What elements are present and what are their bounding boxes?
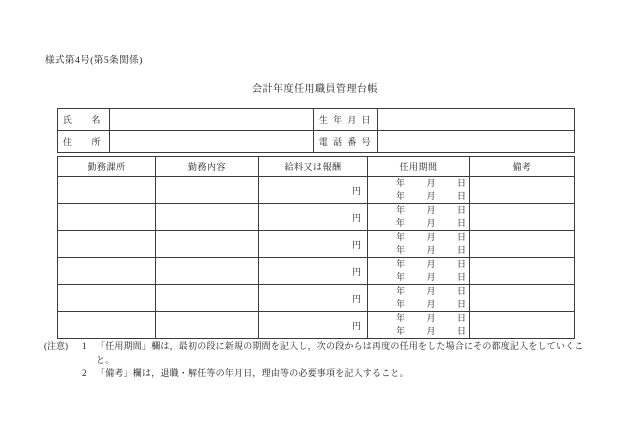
remarks-cell — [470, 312, 575, 339]
period-line-initial — [396, 258, 466, 271]
work-content-cell — [156, 231, 259, 258]
year-label: 年 — [396, 313, 406, 323]
header-remarks: 備考 — [470, 157, 575, 177]
year-label: 年 — [396, 245, 406, 255]
work-section-cell — [58, 312, 156, 339]
year-label: 年 — [396, 232, 406, 242]
header-work-section: 勤務課所 — [58, 157, 156, 177]
month-label: 月 — [426, 286, 436, 296]
yen-unit-label: 円 — [351, 320, 361, 331]
yen-unit-label: 円 — [351, 266, 361, 277]
remarks-cell — [470, 231, 575, 258]
personal-info-table — [57, 108, 575, 153]
day-label: 日 — [456, 205, 466, 215]
year-label: 年 — [396, 218, 406, 228]
note-item-1 — [44, 340, 584, 367]
note-text: 「備考」欄は，退職・解任等の年月日，理由等の必要事項を記入すること。 — [96, 368, 409, 378]
salary-cell — [259, 258, 368, 285]
period-line-renewal — [396, 244, 466, 257]
day-label: 日 — [456, 313, 466, 323]
remarks-cell — [470, 177, 575, 204]
form-number: 様式第4号(第5条関係) — [45, 56, 143, 66]
yen-unit-label: 円 — [351, 239, 361, 250]
ledger-header-row — [58, 157, 575, 177]
header-appointment-period: 任用期間 — [368, 157, 470, 177]
month-label: 月 — [426, 191, 436, 201]
birthdate-label: 生 年 月 日 — [314, 109, 378, 131]
day-label: 日 — [456, 245, 466, 255]
work-content-cell — [156, 177, 259, 204]
appointment-ledger-table — [57, 156, 575, 339]
salary-cell — [259, 204, 368, 231]
yen-unit-label: 円 — [351, 185, 361, 196]
note-caption: (注意) — [44, 341, 68, 351]
salary-cell — [259, 177, 368, 204]
period-line-initial — [396, 177, 466, 190]
footnotes — [44, 340, 584, 381]
month-label: 月 — [426, 259, 436, 269]
salary-cell — [259, 312, 368, 339]
period-line-initial — [396, 312, 466, 325]
note-number: 2 — [82, 368, 87, 378]
birthdate-value-cell — [378, 109, 575, 131]
phone-value-cell — [378, 131, 575, 153]
yen-unit-label: 円 — [351, 293, 361, 304]
period-line-renewal — [396, 190, 466, 203]
ledger-row — [58, 204, 575, 231]
day-label: 日 — [456, 232, 466, 242]
work-content-cell — [156, 312, 259, 339]
ledger-row — [58, 312, 575, 339]
work-section-cell — [58, 231, 156, 258]
info-row-name-birth — [58, 109, 575, 131]
year-label: 年 — [396, 326, 406, 336]
salary-cell — [259, 231, 368, 258]
ledger-row — [58, 231, 575, 258]
page-title: 会計年度任用職員管理台帳 — [252, 84, 378, 95]
work-content-cell — [156, 204, 259, 231]
month-label: 月 — [426, 218, 436, 228]
period-line-renewal — [396, 298, 466, 311]
work-section-cell — [58, 285, 156, 312]
day-label: 日 — [456, 178, 466, 188]
address-value-cell — [110, 131, 314, 153]
name-value-cell — [110, 109, 314, 131]
ledger-row — [58, 258, 575, 285]
period-line-initial — [396, 204, 466, 217]
note-text: 「任用期間」欄は，最初の段に新規の期間を記入し，次の段からは再度の任用をした場合にその都度記入をしていくこと。 — [96, 341, 584, 365]
day-label: 日 — [456, 286, 466, 296]
info-row-address-phone — [58, 131, 575, 153]
work-section-cell — [58, 204, 156, 231]
phone-label: 電 話 番 号 — [314, 131, 378, 153]
day-label: 日 — [456, 299, 466, 309]
year-label: 年 — [396, 286, 406, 296]
month-label: 月 — [426, 178, 436, 188]
month-label: 月 — [426, 326, 436, 336]
name-label: 氏 名 — [58, 109, 110, 131]
appointment-period-cell — [368, 177, 470, 204]
work-content-cell — [156, 258, 259, 285]
day-label: 日 — [456, 218, 466, 228]
remarks-cell — [470, 285, 575, 312]
month-label: 月 — [426, 245, 436, 255]
remarks-cell — [470, 258, 575, 285]
header-salary: 給料又は報酬 — [259, 157, 368, 177]
day-label: 日 — [456, 272, 466, 282]
appointment-period-cell — [368, 231, 470, 258]
appointment-period-cell — [368, 312, 470, 339]
month-label: 月 — [426, 272, 436, 282]
day-label: 日 — [456, 191, 466, 201]
period-line-initial — [396, 231, 466, 244]
period-line-initial — [396, 285, 466, 298]
salary-cell — [259, 285, 368, 312]
year-label: 年 — [396, 178, 406, 188]
work-content-cell — [156, 285, 259, 312]
ledger-row — [58, 285, 575, 312]
address-label: 住 所 — [58, 131, 110, 153]
year-label: 年 — [396, 272, 406, 282]
note-item-2 — [44, 367, 584, 381]
note-caption-spacer — [44, 367, 82, 381]
header-work-content: 勤務内容 — [156, 157, 259, 177]
period-line-renewal — [396, 325, 466, 338]
month-label: 月 — [426, 313, 436, 323]
work-section-cell — [58, 258, 156, 285]
year-label: 年 — [396, 191, 406, 201]
appointment-period-cell — [368, 258, 470, 285]
month-label: 月 — [426, 232, 436, 242]
yen-unit-label: 円 — [351, 212, 361, 223]
appointment-period-cell — [368, 204, 470, 231]
month-label: 月 — [426, 299, 436, 309]
appointment-period-cell — [368, 285, 470, 312]
ledger-row — [58, 177, 575, 204]
period-line-renewal — [396, 217, 466, 230]
period-line-renewal — [396, 271, 466, 284]
year-label: 年 — [396, 259, 406, 269]
day-label: 日 — [456, 326, 466, 336]
year-label: 年 — [396, 205, 406, 215]
year-label: 年 — [396, 299, 406, 309]
day-label: 日 — [456, 259, 466, 269]
work-section-cell — [58, 177, 156, 204]
note-number: 1 — [82, 341, 87, 351]
remarks-cell — [470, 204, 575, 231]
month-label: 月 — [426, 205, 436, 215]
